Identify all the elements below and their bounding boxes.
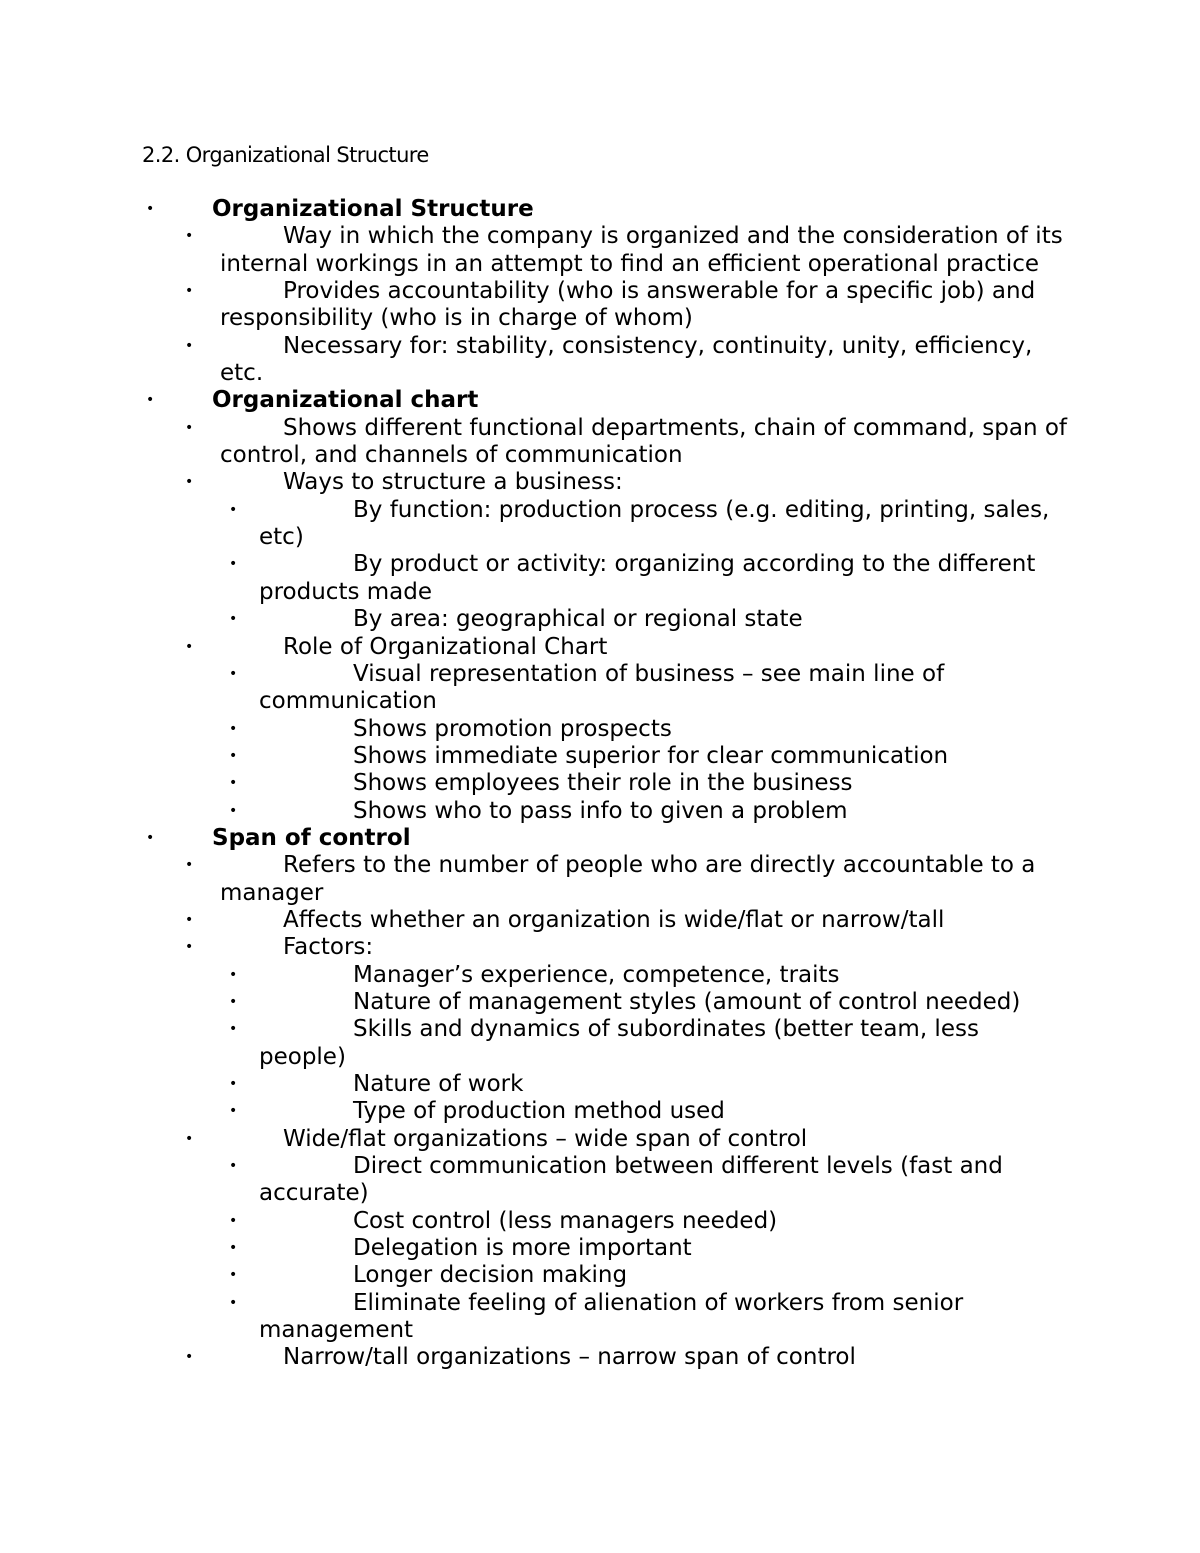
sub-list-item: [229, 496, 1059, 552]
sub-list-item: [229, 1235, 1059, 1262]
bullet-icon: •: [229, 993, 238, 1010]
bullet-icon: •: [229, 966, 238, 983]
item-text: Ways to structure a business:: [283, 469, 623, 496]
item-text: Necessary for: stability, consistency, continuity, unity, efficiency, etc.: [220, 332, 1033, 387]
item-text: Affects whether an organization is wide/flat or narrow/tall: [283, 906, 945, 933]
section-heading: [146, 824, 1072, 852]
sub-list-item: [229, 1153, 1059, 1208]
item-text: Way in which the company is organized and the consideration of its internal workings in an attempt to find an efficient operational practice: [220, 223, 1063, 277]
bullet-icon: •: [229, 1294, 238, 1311]
bullet-icon: •: [229, 1212, 238, 1229]
bullet-icon: •: [229, 1103, 238, 1120]
list-item: [185, 633, 1070, 661]
bullet-icon: •: [229, 665, 238, 682]
item-text: Wide/flat organizations – wide span of control: [283, 1125, 808, 1152]
item-text: Direct communication between different levels (fast and accurate): [259, 1153, 1003, 1207]
item-text: Cost control (less managers needed): [353, 1207, 778, 1234]
item-text: By product or activity: organizing according to the different products made: [259, 551, 1036, 605]
section-heading: [146, 387, 1072, 414]
bullet-icon: •: [229, 747, 238, 764]
list-item: [185, 1125, 1070, 1153]
bullet-outline: [0, 196, 1200, 1372]
item-text: Provides accountability (who is answerable for a specific job) and responsibility (who is in charge of whom): [220, 278, 1036, 332]
item-text: Organizational chart: [212, 387, 479, 414]
item-text: Skills and dynamics of subordinates (better team, less people): [259, 1016, 979, 1070]
sub-list-item: [229, 660, 1059, 716]
item-text: Refers to the number of people who are directly accountable to a manager: [220, 852, 1036, 906]
bullet-icon: •: [185, 911, 194, 928]
bullet-icon: •: [185, 228, 194, 245]
bullet-icon: •: [229, 1240, 238, 1257]
item-text: By function: production process (e.g. editing, printing, sales, etc): [259, 496, 1050, 551]
bullet-icon: •: [229, 1076, 238, 1092]
bullet-icon: •: [185, 419, 194, 436]
sub-list-item: [229, 988, 1059, 1016]
list-item: [185, 469, 1070, 496]
bullet-icon: •: [146, 201, 155, 217]
item-text: Visual representation of business – see main line of communication: [259, 660, 945, 715]
item-text: Organizational Structure: [212, 196, 534, 222]
bullet-icon: •: [229, 720, 238, 737]
bullet-icon: •: [229, 501, 238, 518]
bullet-icon: •: [185, 857, 194, 874]
bullet-icon: •: [185, 1349, 194, 1366]
list-item: [185, 223, 1070, 278]
bullet-icon: •: [185, 939, 194, 956]
bullet-icon: •: [185, 638, 194, 655]
item-text: Factors:: [283, 934, 374, 961]
item-text: Eliminate feeling of alienation of workers from senior management: [259, 1289, 964, 1344]
bullet-icon: •: [185, 283, 194, 300]
sub-list-item: [229, 1016, 1059, 1071]
bullet-icon: •: [229, 1021, 238, 1038]
item-text: Manager’s experience, competence, traits: [353, 961, 840, 988]
bullet-icon: •: [146, 829, 155, 846]
item-text: Longer decision making: [353, 1262, 628, 1289]
item-text: By area: geographical or regional state: [353, 606, 803, 633]
list-item: [185, 852, 1070, 907]
bullet-icon: •: [229, 556, 238, 573]
item-text: Role of Organizational Chart: [283, 633, 608, 660]
list-item: [185, 278, 1070, 333]
sub-list-item: [229, 1071, 1059, 1098]
sub-list-item: [229, 1098, 1059, 1125]
list-item: [185, 332, 1070, 388]
bullet-icon: •: [185, 1130, 194, 1147]
sub-list-item: [229, 797, 1059, 825]
item-text: Shows promotion prospects: [353, 715, 672, 742]
bullet-icon: •: [229, 1158, 238, 1175]
sub-list-item: [229, 1207, 1059, 1235]
item-text: Delegation is more important: [353, 1235, 692, 1262]
sub-list-item: [229, 1289, 1059, 1345]
item-text: Shows immediate superior for clear communication: [353, 742, 949, 769]
item-text: Narrow/tall organizations – narrow span of control: [283, 1344, 856, 1371]
bullet-icon: •: [185, 337, 194, 354]
bullet-icon: •: [185, 474, 194, 491]
sub-list-item: [229, 715, 1059, 743]
bullet-icon: •: [229, 1267, 238, 1284]
item-text: Span of control: [212, 824, 411, 851]
sub-list-item: [229, 1262, 1059, 1289]
item-text: Shows different functional departments, chain of command, span of control, and channels of communication: [220, 414, 1067, 469]
sub-list-item: [229, 742, 1059, 770]
sub-list-item: [229, 606, 1059, 633]
document-title: 2.2. Organizational Structure: [142, 143, 429, 167]
list-item: [185, 1344, 1070, 1371]
item-text: Shows employees their role in the business: [353, 770, 853, 797]
bullet-icon: •: [146, 392, 155, 409]
list-item: [185, 414, 1070, 470]
item-text: Shows who to pass info to given a problem: [353, 797, 848, 824]
bullet-icon: •: [229, 611, 238, 628]
bullet-icon: •: [229, 802, 238, 819]
item-text: Type of production method used: [353, 1098, 725, 1125]
sub-list-item: [229, 551, 1059, 606]
sub-list-item: [229, 770, 1059, 797]
list-item: [185, 934, 1070, 961]
sub-list-item: [229, 961, 1059, 989]
item-text: Nature of work: [353, 1071, 524, 1097]
list-item: [185, 906, 1070, 934]
section-heading: [146, 196, 1072, 223]
item-text: Nature of management styles (amount of control needed): [353, 988, 1021, 1015]
bullet-icon: •: [229, 775, 238, 792]
